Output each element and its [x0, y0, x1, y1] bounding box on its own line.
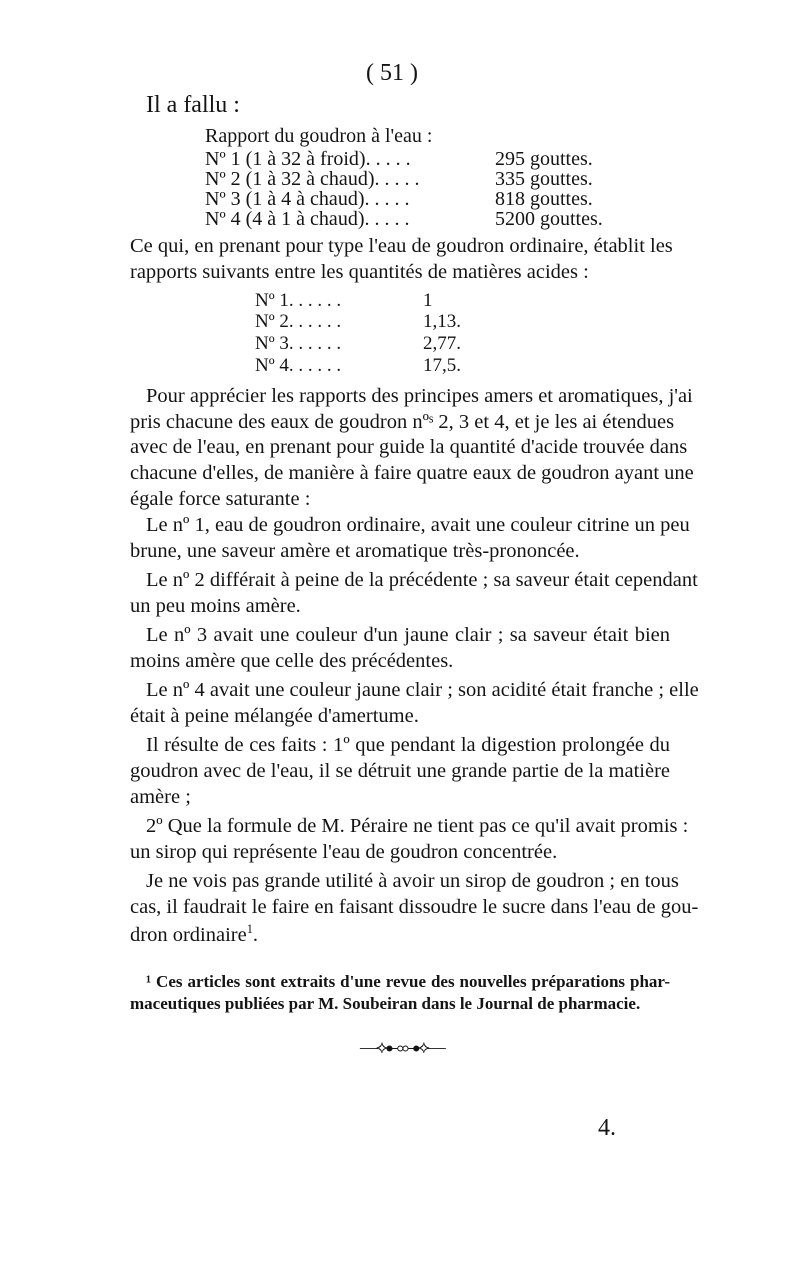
paragraph-line: moins amère que celle des précédentes. [130, 650, 454, 672]
row-value: 17,5. [423, 355, 461, 376]
paragraph-line: pris chacune des eaux de goudron nºˢ 2, 3 et 4, et je les ai étendues [130, 411, 675, 433]
row-label: Nº 1. . . . . . [255, 290, 342, 311]
ornament-divider: —⟡⊷⊶⟡— [360, 1037, 444, 1057]
footnote-marker: 1 [246, 922, 253, 936]
paragraph-line: Le nº 4 avait une couleur jaune clair ; son acidité était franche ; elle [146, 679, 699, 701]
paragraph-line: amère ; [130, 786, 191, 808]
paragraph-line: cas, il faudrait le faire en faisant dissoudre le sucre dans l'eau de gou- [130, 896, 699, 918]
paragraph-line: 2º Que la formule de M. Péraire ne tient pas ce qu'il avait promis : [146, 815, 689, 837]
row-value: 818 gouttes. [495, 188, 593, 210]
row-value: 5200 gouttes. [495, 208, 603, 230]
paragraph-line: Pour apprécier les rapports des principes amers et aromatiques, j'ai [146, 385, 693, 407]
paragraph-line: égale force saturante : [130, 488, 311, 510]
paragraph-line: Le nº 1, eau de goudron ordinaire, avait une couleur citrine un peu [146, 514, 690, 536]
row-value: 1 [423, 290, 433, 311]
row-label: Nº 1 (1 à 32 à froid). . . . . [205, 148, 411, 170]
paragraph-line: Je ne vois pas grande utilité à avoir un sirop de goudron ; en tous [146, 870, 679, 892]
row-label: Nº 4 (4 à 1 à chaud). . . . . [205, 208, 410, 230]
row-label: Nº 2. . . . . . [255, 311, 342, 332]
row-value: 335 gouttes. [495, 168, 593, 190]
row-value: 1,13. [423, 311, 461, 332]
row-label: Nº 3. . . . . . [255, 333, 342, 354]
paragraph-line: un peu moins amère. [130, 595, 301, 617]
line-text: dron ordinaire [130, 923, 247, 946]
paragraph-line: Le nº 3 avait une couleur d'un jaune clair ; sa saveur était bien [146, 624, 670, 646]
paragraph-line: Il résulte de ces faits : 1º que pendant la digestion prolongée du [146, 734, 670, 756]
row-label: Nº 4. . . . . . [255, 355, 342, 376]
paragraph-line: goudron avec de l'eau, il se détruit une grande partie de la matière [130, 760, 670, 782]
paragraph-line: Ce qui, en prenant pour type l'eau de goudron ordinaire, établit les [130, 235, 673, 257]
paragraph-line: Le nº 2 différait à peine de la précédente ; sa saveur était cependant [146, 569, 698, 591]
paragraph-line: chacune d'elles, de manière à faire quatre eaux de goudron ayant une [130, 462, 694, 484]
footnote-line: ¹ Ces articles sont extraits d'une revue des nouvelles préparations phar- [146, 972, 670, 991]
signature-mark: 4. [598, 1115, 616, 1141]
paragraph-line: un sirop qui représente l'eau de goudron concentrée. [130, 841, 558, 863]
paragraph-line: rapports suivants entre les quantités de matières acides : [130, 261, 589, 283]
row-label: Nº 3 (1 à 4 à chaud). . . . . [205, 188, 410, 210]
intro-text: Il a fallu : [146, 92, 240, 118]
row-value: 295 gouttes. [495, 148, 593, 170]
row-value: 2,77. [423, 333, 461, 354]
table1-title: Rapport du goudron à l'eau : [205, 125, 433, 147]
row-label: Nº 2 (1 à 32 à chaud). . . . . [205, 168, 420, 190]
paragraph-line: dron ordinaire$^1$. [130, 922, 258, 946]
page-number: ( 51 ) [366, 60, 418, 86]
paragraph-line: avec de l'eau, en prenant pour guide la quantité d'acide trouvée dans [130, 436, 688, 458]
paragraph-line: brune, une saveur amère et aromatique très-prononcée. [130, 540, 580, 562]
paragraph-line: était à peine mélangée d'amertume. [130, 705, 419, 727]
footnote-line: maceutiques publiées par M. Soubeiran dans le Journal de pharmacie. [130, 994, 641, 1013]
